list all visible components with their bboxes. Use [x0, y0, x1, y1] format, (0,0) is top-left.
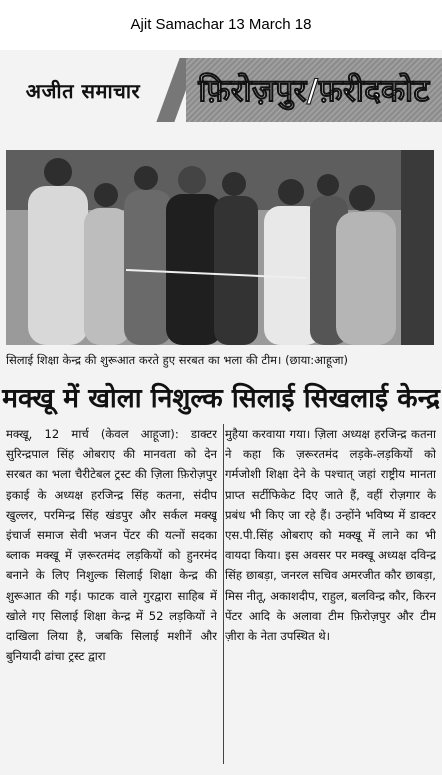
group-photo-illustration: [6, 150, 434, 345]
column-divider: [223, 424, 224, 764]
masthead: [0, 58, 442, 122]
article-left-column: [6, 424, 217, 768]
article-right-text: मुहैया करवाया गया। ज़िला अध्यक्ष हरजिन्द्र कतना ने कहा कि ज़रूरतमंद लड़के-लड़कियों को गर्मजोशी शिक्षा देने के पश्चात् जहां राष्ट्रीय मानता प्राप्त सर्टीफिकेट दिए जाते हैं, वहीं रोज़गार के प्रबंध भी किए जा रहे हैं। उन्होंने भविष्य में डाक्टर एस.पी.सिंह ओबराए को मक्खू में लाने का भी वायदा किया। इस अवसर पर मक्खू अध्यक्ष दविन्द्र सिंह छाबड़ा, जनरल सचिव अमरजीत कौर छाबड़ा, मिस नीतू, अकाशदीप, राहुल, बलविन्द्र कौर, किरन पेंटर आदि के अलावा टीम फ़िरोज़पुर और टीम ज़ीरा के नेता उपस्थित थे।: [225, 427, 436, 644]
headline: मक्खू में खोला निशुल्क सिलाई सिखलाई केन्द्र: [2, 383, 440, 414]
source-caption: Ajit Samachar 13 March 18: [130, 15, 312, 33]
article-right-column: [225, 424, 436, 768]
edition-name: फ़िरोज़पुर/फ़रीदकोट: [198, 73, 430, 109]
article-body: [6, 424, 436, 768]
paper-name: अजीत समाचार: [25, 78, 141, 103]
news-photo: [6, 150, 434, 345]
article-left-text: मक्खू, 12 मार्च (केवल आहूजा): डाक्टर सुरिन्द्रपाल सिंह ओबराए की मानवता को देन सरबत का भला चैरीटेबल ट्रस्ट की ज़िला फ़िरोज़पुर इकाई के अध्यक्ष हरजिन्द्र सिंह कतना, संदीप खुल्लर, परमिन्द्र सिंह खंडपुर और सर्कल मक्खू इंचार्ज समाज सेवी भजन पेंटर की यत्नों सदका ब्लाक मक्खू में ज़रूरतमंद लड़कियों को हुनरमंद बनाने के लिए निशुल्क सिलाई शिक्षा केन्द्र की शुरूआत की गई। फाटक वाले गुरद्वारा साहिब में खोले गए सिलाई शिक्षा केन्द्र में 52 लड़कियों ने दाखिला लिया है, जबकि सिलाई मशीनें और बुनियादी ढांचा ट्रस्ट द्वारा: [6, 427, 217, 664]
photo-caption: सिलाई शिक्षा केन्द्र की शुरूआत करते हुए सरबत का भला की टीम। (छाया:आहूजा): [6, 353, 348, 367]
edition-banner: [186, 58, 442, 122]
